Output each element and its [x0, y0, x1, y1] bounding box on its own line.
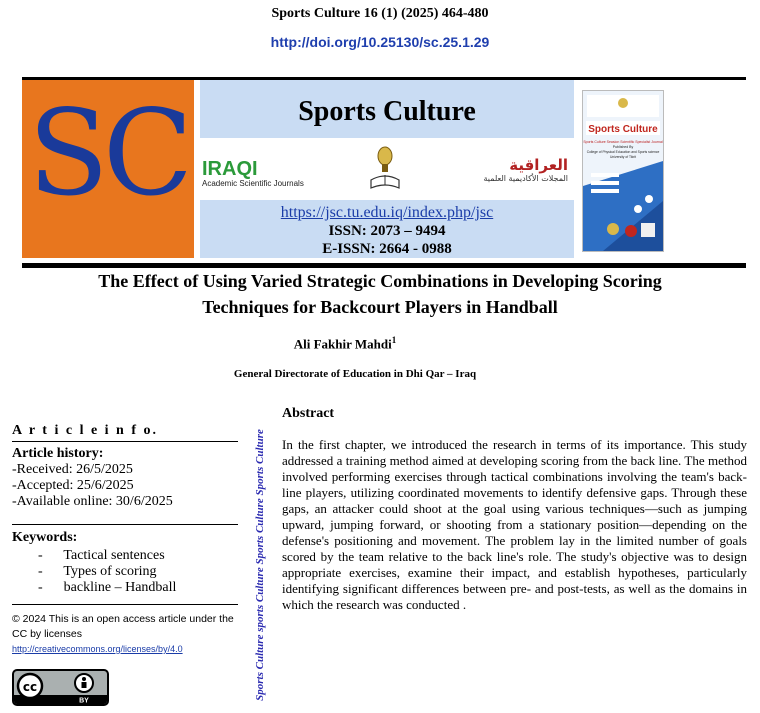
affiliation: General Directorate of Education in Dhi Qar – Iraq	[233, 368, 477, 380]
keyword-item: - Types of scoring	[38, 564, 157, 579]
iraqi-logo-subtitle: Academic Scientific Journals	[202, 179, 304, 188]
journal-title: Sports Culture	[298, 96, 476, 127]
cover-subtitle-2: Published By	[612, 145, 634, 149]
journal-info-panel	[200, 80, 574, 258]
arabic-logo-subtitle: المجلات الأكاديمية العلمية	[483, 174, 568, 183]
cc-by-label: BY	[79, 697, 89, 704]
received-date: -Received: 26/5/2025	[12, 462, 133, 477]
copyright-notice: © 2024 This is an open access article under the CC by licenses	[12, 613, 234, 640]
author	[0, 335, 690, 352]
sc-logo-block	[22, 80, 194, 258]
abstract-heading: Abstract	[282, 406, 335, 421]
available-date: -Available online: 30/6/2025	[12, 494, 173, 509]
cover-subtitle-1: Sports Culture Seasion Scientific Specialist Journal	[583, 140, 663, 144]
cover-subtitle-4: University of Tikrit	[609, 155, 637, 159]
logo-strip	[200, 138, 574, 200]
journal-banner	[22, 77, 746, 268]
arabic-logo-text: العراقية	[509, 156, 568, 174]
cover-subtitle-3: College of Physical Education and Sports science	[586, 150, 660, 154]
vertical-journal-text: Sports Culture sports Culture Sports Culture Sports Culture	[254, 429, 266, 701]
license-link[interactable]: http://creativecommons.org/licenses/by/4.0	[12, 644, 183, 654]
arabic-journals-logo	[484, 156, 568, 183]
university-emblem-icon	[368, 144, 402, 194]
divider	[12, 441, 238, 442]
keyword-item: - Tactical sentences	[38, 548, 165, 563]
keywords-heading: Keywords:	[12, 530, 78, 545]
issn: ISSN: 2073 – 9494	[328, 223, 446, 239]
journal-citation: Sports Culture 16 (1) (2025) 464-480	[271, 6, 489, 21]
abstract-body: In the first chapter, we introduced the research in terms of its importance. This study addressed a training method aimed at developing scoring from the back line. The method involved performing exercises through tactical combinations involving the team's back-line players, utilizing coordinated movements to identify defensive gaps. Through these gaps, an attacker could shoot at the goal using various techniques—such as jumping upward, jumping forward, or shooting from a stationary position—depending on the defense's positioning and movement. The problem lay in the limited number of goals scored by the team relative to the back line's role. The study's objective was to design appropriate exercises, examine their impact, and establish hypotheses, particularly identifying significant differences between pre- and post-tests, as well as the domains in which the research was conducted .	[282, 437, 747, 612]
article-history-heading: Article history:	[12, 446, 104, 461]
keyword-item: - backline – Handball	[38, 580, 177, 595]
author-name: Ali Fakhir Mahdi	[293, 336, 392, 352]
cover-title: Sports Culture	[588, 124, 658, 135]
divider	[12, 524, 238, 525]
journal-cover-image	[582, 90, 664, 252]
e-issn: E-ISSN: 2664 - 0988	[322, 241, 452, 257]
article-title-line-1: The Effect of Using Varied Strategic Combinations in Developing Scoring	[98, 271, 662, 291]
article-info-heading: A r t i c l e i n f o.	[12, 423, 159, 438]
author-superscript: 1	[391, 335, 397, 345]
article-title	[20, 268, 740, 320]
accepted-date: -Accepted: 25/6/2025	[12, 478, 134, 493]
svg-text:cc: cc	[22, 680, 38, 694]
cc-badge-graphic	[14, 671, 107, 704]
cover-artwork	[583, 91, 663, 251]
iraqi-logo-text: IRAQI	[202, 158, 258, 180]
divider	[12, 604, 238, 605]
doi-link[interactable]: http://doi.org/10.25130/sc.25.1.29	[270, 34, 490, 50]
iraqi-journals-logo	[202, 158, 304, 188]
journal-url-link[interactable]: https://jsc.tu.edu.iq/index.php/jsc	[280, 204, 494, 221]
cc-by-badge[interactable]	[12, 669, 109, 706]
sc-logo-letters: SC	[28, 84, 188, 222]
article-title-line-2: Techniques for Backcourt Players in Handball	[202, 297, 558, 317]
vertical-journal-banner	[248, 425, 272, 705]
